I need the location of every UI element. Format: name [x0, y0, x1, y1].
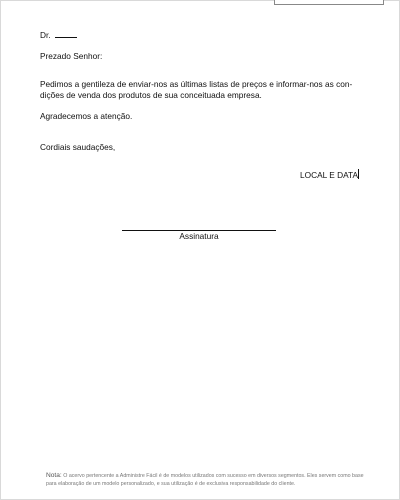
signature-label: Assinatura [179, 231, 219, 241]
salutation: Prezado Senhor: [40, 51, 103, 61]
addressee-line [40, 30, 77, 41]
header-box [274, 0, 384, 5]
text-cursor [358, 169, 359, 179]
addressee-name-blank[interactable] [55, 30, 77, 38]
body-line-2: dições de venda dos produtos de sua conceituada empresa. [40, 90, 262, 100]
footer-note-label: Nota: [46, 472, 62, 479]
addressee-prefix: Dr. [40, 30, 51, 40]
place-date-text: LOCAL E DATA [300, 170, 358, 180]
place-date-field[interactable] [300, 169, 359, 181]
footer-note-text: O acervo pertencente a Administre Fácil é de modelos utilizados com sucesso em diversos segmentos. Eles servem como base para elaboração de um modelo personalizado, e sua utilização é de exclusiva responsabilidade do cliente. [46, 473, 364, 487]
body-line-1: Pedimos a gentileza de enviar-nos as últimas listas de preços e informar-nos as con- [40, 79, 353, 89]
closing-line: Cordiais saudações, [40, 142, 116, 152]
thanks-line: Agradecemos a atenção. [40, 111, 133, 121]
footer-note [46, 472, 364, 488]
